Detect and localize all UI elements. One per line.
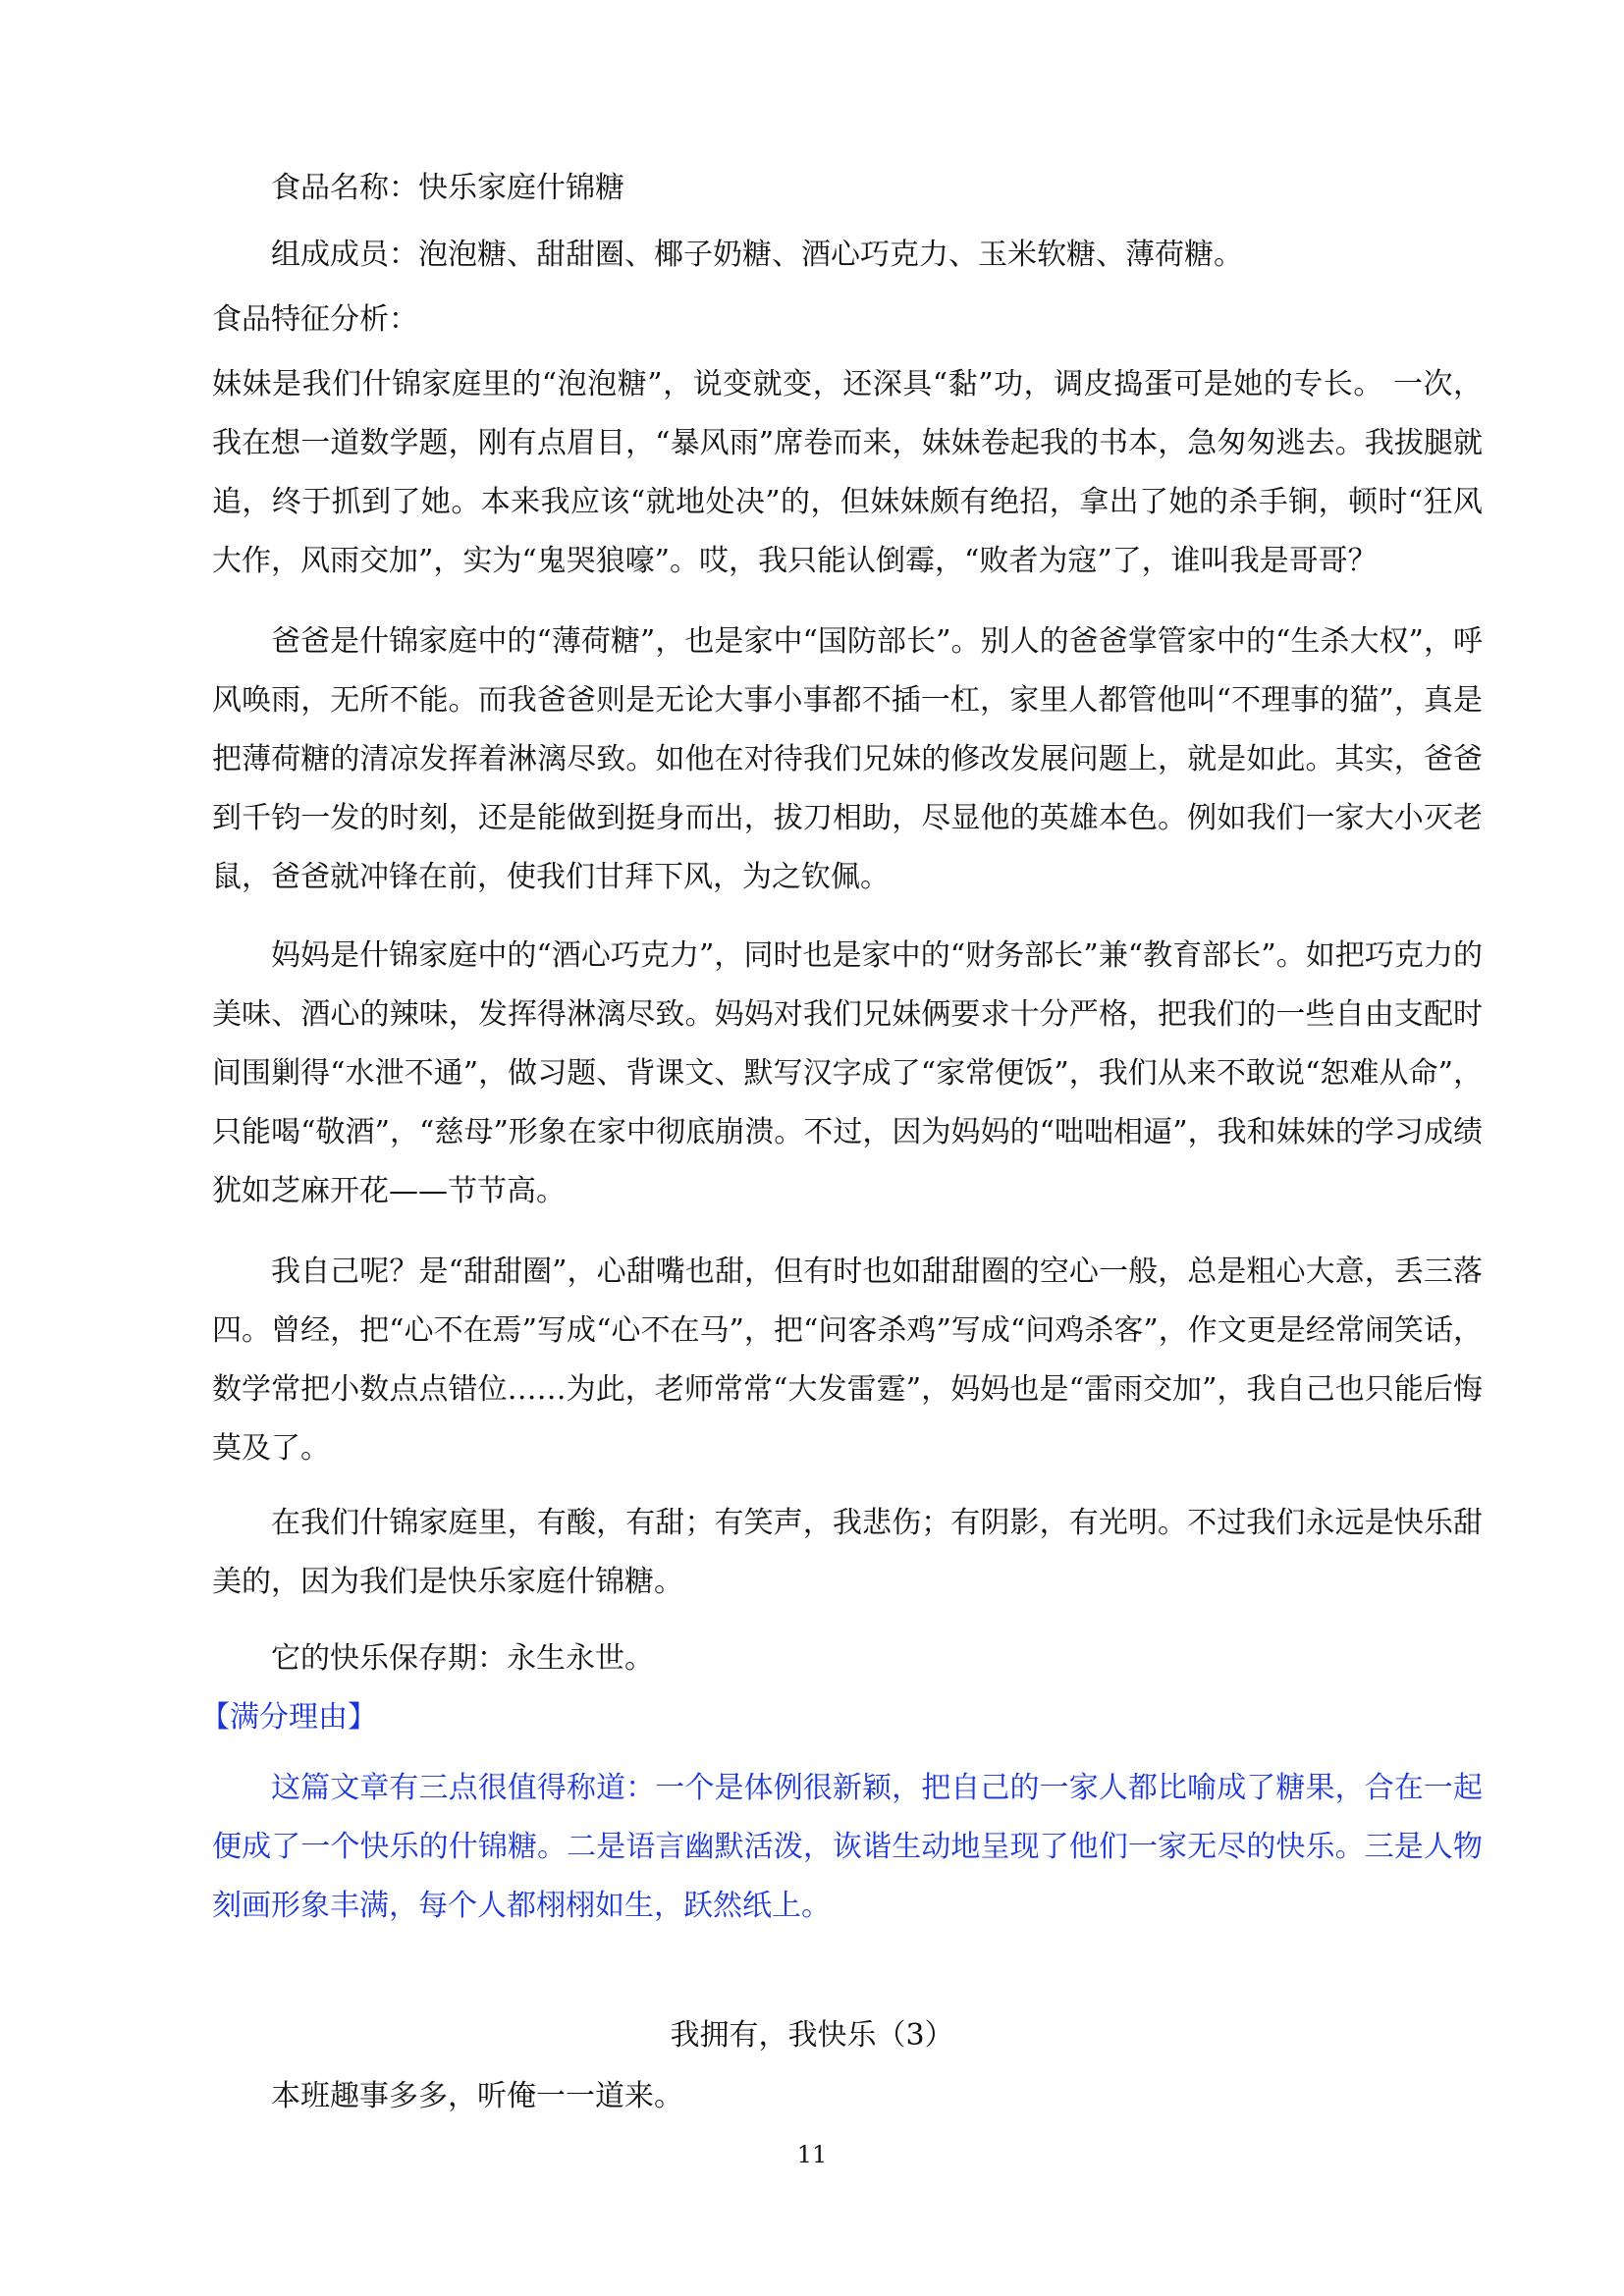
paragraph-sister: 妹妹是我们什锦家庭里的“泡泡糖”，说变就变，还深具“黏”功，调皮捣蛋可是她的专长。 一次，我在想一道数学题，刚有点眉目，“暴风雨”席卷而来，妹妹卷起我的书本，急匆匆逃去。我拔腿就追，终于抓到了她。本来我应该“就地处决”的，但妹妹颇有绝招，拿出了她的杀手锏，顿时“狂风大作，风雨交加”，实为“鬼哭狼嚎”。哎，我只能认倒霉，“败者为寇”了，谁叫我是哥哥？: [212, 367, 1483, 578]
paragraph-family: 在我们什锦家庭里，有酸，有甜；有笑声，我悲伤；有阴影，有光明。不过我们永远是快乐甜美的，因为我们是快乐家庭什锦糖。: [212, 1506, 1483, 1599]
comment-heading: 【满分理由】: [200, 1700, 377, 1735]
next-essay-first-line: 本班趣事多多，听俺一一道来。: [271, 2079, 683, 2113]
shelf-life-line: 它的快乐保存期：永生永世。: [271, 1641, 654, 1676]
analysis-label: 食品特征分析：: [212, 302, 418, 337]
food-name-line: 食品名称：快乐家庭什锦糖: [271, 171, 624, 205]
page-number: 11: [796, 2141, 828, 2168]
next-essay-title: 我拥有，我快乐（3）: [670, 2018, 954, 2053]
comment-text: 这篇文章有三点很值得称道：一个是体例很新颖，把自己的一家人都比喻成了糖果，合在一起便成了一个快乐的什锦糖。二是语言幽默活泼，诙谐生动地呈现了他们一家无尽的快乐。三是人物刻画形象丰满，每个人都栩栩如生，跃然纸上。: [212, 1771, 1483, 1923]
paragraph-mother: 妈妈是什锦家庭中的“酒心巧克力”，同时也是家中的“财务部长”兼“教育部长”。如把巧克力的美味、酒心的辣味，发挥得淋漓尽致。妈妈对我们兄妹俩要求十分严格，把我们的一些自由支配时间围剿得“水泄不通”，做习题、背课文、默写汉字成了“家常便饭”，我们从来不敢说“恕难从命”，只能喝“敬酒”，“慈母”形象在家中彻底崩溃。不过，因为妈妈的“咄咄相逼”，我和妹妹的学习成绩犹如芝麻开花——节节高。: [212, 938, 1483, 1208]
paragraph-self: 我自己呢？是“甜甜圈”，心甜嘴也甜，但有时也如甜甜圈的空心一般，总是粗心大意，丢三落四。曾经，把“心不在焉”写成“心不在马”，把“问客杀鸡”写成“问鸡杀客”，作文更是经常闹笑话，数学常把小数点点错位……为此，老师常常“大发雷霆”，妈妈也是“雷雨交加”，我自己也只能后悔莫及了。: [212, 1255, 1483, 1466]
members-line: 组成成员：泡泡糖、甜甜圈、椰子奶糖、酒心巧克力、玉米软糖、薄荷糖。: [271, 238, 1243, 272]
paragraph-father: 爸爸是什锦家庭中的“薄荷糖”，也是家中“国防部长”。别人的爸爸掌管家中的“生杀大权”，呼风唤雨，无所不能。而我爸爸则是无论大事小事都不插一杠，家里人都管他叫“不理事的猫”，真是把薄荷糖的清凉发挥着淋漓尽致。如他在对待我们兄妹的修改发展问题上，就是如此。其实，爸爸到千钧一发的时刻，还是能做到挺身而出，拔刀相助，尽显他的英雄本色。例如我们一家大小灭老鼠，爸爸就冲锋在前，使我们甘拜下风，为之钦佩。: [212, 624, 1483, 894]
